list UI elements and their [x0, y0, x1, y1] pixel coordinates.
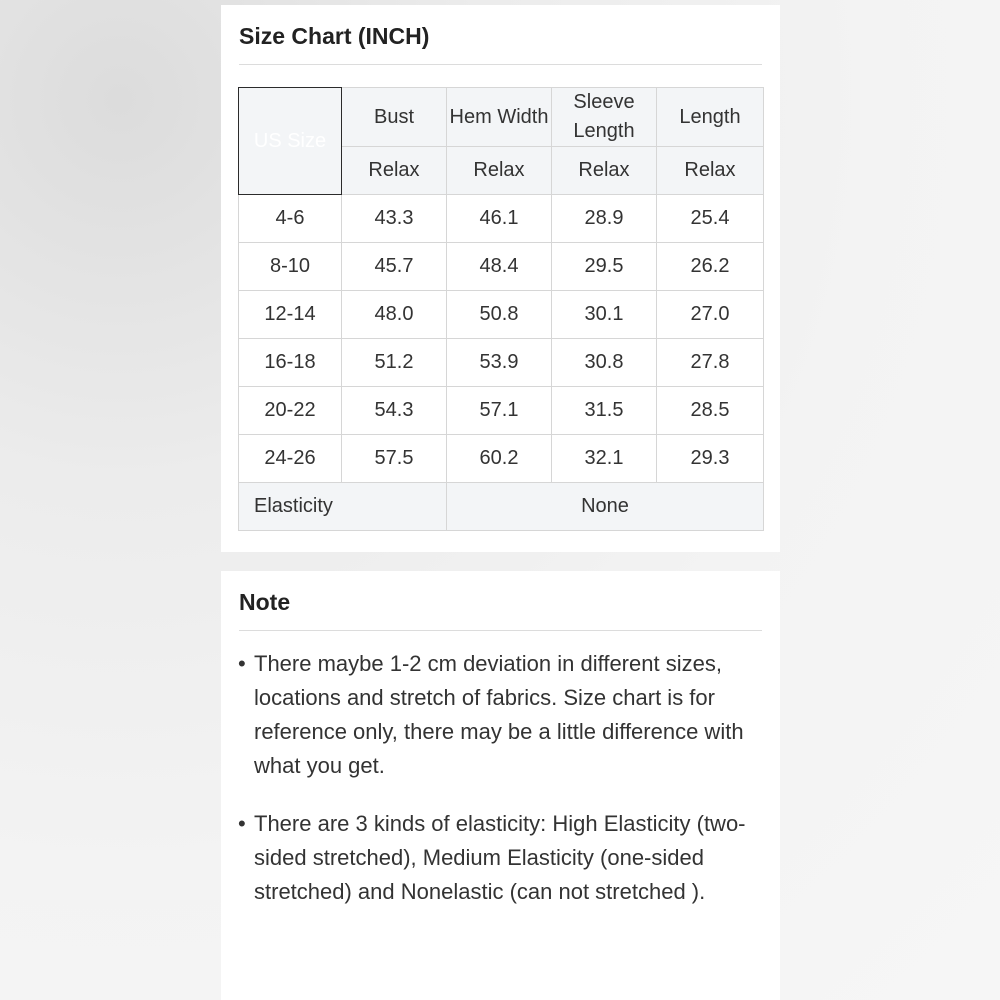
measure-cell: 30.8 [552, 339, 657, 387]
note-item [238, 647, 758, 783]
size-chart-card [221, 5, 780, 552]
fit-label: Relax [657, 147, 764, 195]
measure-cell: 57.5 [342, 435, 447, 483]
note-title: Note [239, 589, 762, 631]
table-row [239, 291, 764, 339]
note-item [238, 807, 758, 909]
note-text: There are 3 kinds of elasticity: High Elasticity (two-sided stretched), Medium Elasticity (one-sided stretched) and Nonelastic (can not stretched ). [254, 811, 746, 904]
table-row [239, 243, 764, 291]
note-text: There maybe 1-2 cm deviation in different sizes, locations and stretch of fabrics. Size chart is for reference only, there may be a little difference with what you get. [254, 651, 744, 778]
measure-cell: 27.0 [657, 291, 764, 339]
size-cell: 4-6 [239, 195, 342, 243]
measure-cell: 60.2 [447, 435, 552, 483]
bullet-icon: • [238, 651, 246, 676]
measure-cell: 32.1 [552, 435, 657, 483]
measure-cell: 45.7 [342, 243, 447, 291]
table-row [239, 195, 764, 243]
column-header [552, 88, 657, 147]
column-header: Hem Width [447, 88, 552, 147]
measure-cell: 48.0 [342, 291, 447, 339]
measure-cell: 53.9 [447, 339, 552, 387]
column-header: Length [657, 88, 764, 147]
header-row [239, 88, 764, 147]
size-cell: 24-26 [239, 435, 342, 483]
fit-label: Relax [342, 147, 447, 195]
column-header: Bust [342, 88, 447, 147]
elasticity-label: Elasticity [239, 483, 447, 531]
size-cell: 16-18 [239, 339, 342, 387]
measure-cell: 29.5 [552, 243, 657, 291]
elasticity-row [239, 483, 764, 531]
measure-cell: 48.4 [447, 243, 552, 291]
size-chart-title: Size Chart (INCH) [239, 23, 762, 65]
table-row [239, 387, 764, 435]
size-chart-table [238, 87, 764, 531]
measure-cell: 25.4 [657, 195, 764, 243]
measure-cell: 50.8 [447, 291, 552, 339]
size-cell: 8-10 [239, 243, 342, 291]
column-header-label: Sleeve Length [573, 91, 635, 142]
measure-cell: 54.3 [342, 387, 447, 435]
measure-cell: 29.3 [657, 435, 764, 483]
measure-cell: 30.1 [552, 291, 657, 339]
measure-cell: 28.5 [657, 387, 764, 435]
measure-cell: 26.2 [657, 243, 764, 291]
measure-cell: 46.1 [447, 195, 552, 243]
fit-label: Relax [552, 147, 657, 195]
elasticity-value: None [447, 483, 764, 531]
measure-cell: 51.2 [342, 339, 447, 387]
note-list [238, 647, 758, 933]
measure-cell: 28.9 [552, 195, 657, 243]
table-row [239, 339, 764, 387]
measure-cell: 31.5 [552, 387, 657, 435]
size-cell: 20-22 [239, 387, 342, 435]
table-row [239, 435, 764, 483]
fit-label: Relax [447, 147, 552, 195]
us-size-header: US Size [239, 88, 342, 195]
size-cell: 12-14 [239, 291, 342, 339]
bullet-icon: • [238, 811, 246, 836]
measure-cell: 27.8 [657, 339, 764, 387]
measure-cell: 43.3 [342, 195, 447, 243]
measure-cell: 57.1 [447, 387, 552, 435]
note-card [221, 571, 780, 1000]
